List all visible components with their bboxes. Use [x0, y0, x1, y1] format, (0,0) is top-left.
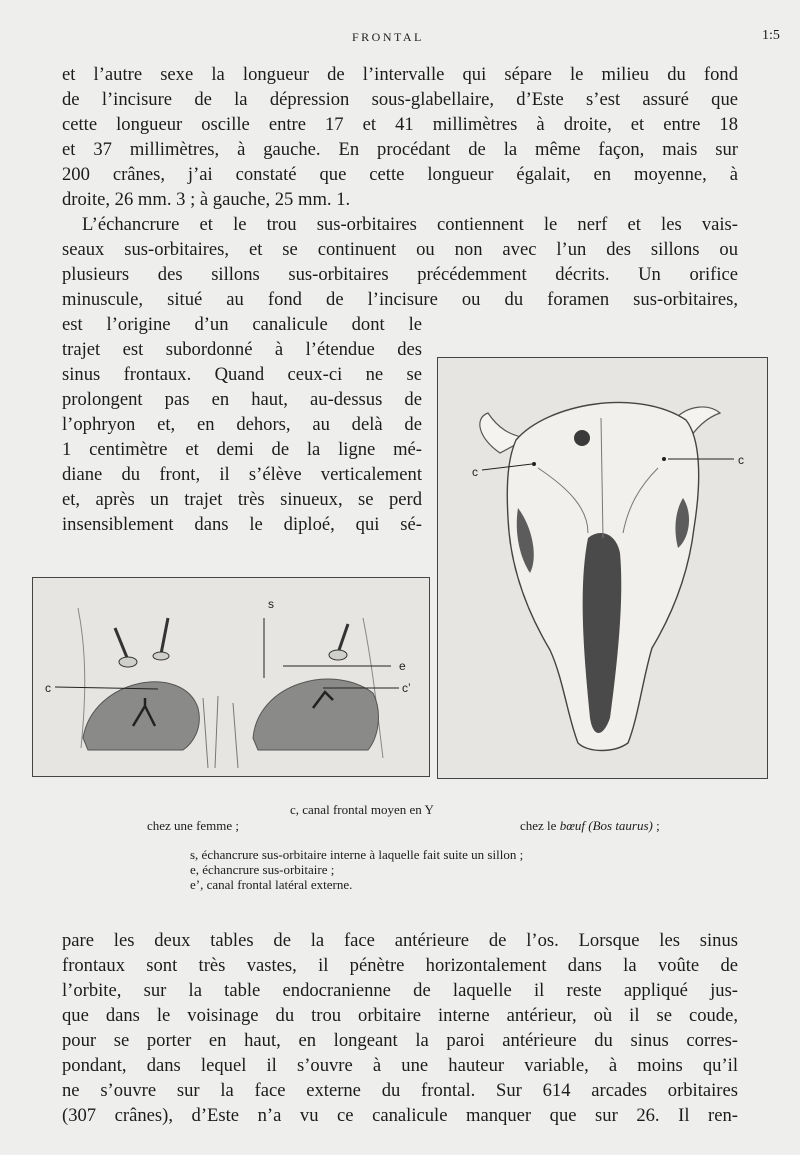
caption-left: chez une femme ; — [147, 818, 240, 833]
text-line: minuscule, situé au fond de l’incisure ou du foramen sus-orbitaires, — [62, 289, 738, 310]
caption-right — [520, 818, 660, 834]
figure-ox-skull — [437, 357, 768, 779]
caption-right-suffix: ; — [652, 818, 660, 833]
text-line: plusieurs des sillons sus-orbitaires précédemment décrits. Un orifice — [62, 264, 738, 285]
text-line: que dans le voisinage du trou orbitaire interne antérieur, où il se coude, — [62, 1005, 738, 1026]
text-line: L’échancrure et le trou sus-orbitaires contiennent le nerf et les vais- — [82, 214, 738, 235]
text-line: diane du front, il s’élève verticalement — [62, 464, 422, 485]
text-line: et, après un trajet très sinueux, se perd — [62, 489, 422, 510]
text-line: prolongent pas en haut, au-dessus de — [62, 389, 422, 410]
text-line: est l’origine d’un canalicule dont le — [62, 314, 422, 335]
woman-frontal-illustration — [33, 578, 429, 776]
text-line: l’orbite, sur la table endocranienne de laquelle il reste appliqué jus- — [62, 980, 738, 1001]
figure-woman-label-s: s — [268, 597, 274, 611]
text-line: seaux sus-orbitaires, et se continuent ou non avec l’un des sillons ou — [62, 239, 738, 260]
text-line: pour se porter en haut, en longeant la paroi antérieure du sinus corres- — [62, 1030, 738, 1051]
text-line: (307 crânes), d’Este n’a vu ce canalicule manquer que sur 26. Il ren- — [62, 1105, 738, 1126]
text-line: ne s’ouvre sur la face externe du frontal. Sur 614 arcades orbitaires — [62, 1080, 738, 1101]
page-number: 1:5 — [762, 28, 780, 43]
text-line: cette longueur oscille entre 17 et 41 millimètres à droite, et entre 18 — [62, 114, 738, 135]
figure-ox-label-c-right: c — [738, 453, 744, 467]
text-line: et 37 millimètres, à gauche. En procédant de la même façon, mais sur — [62, 139, 738, 160]
text-line: trajet est subordonné à l’étendue des — [62, 339, 422, 360]
figure-woman-label-e: e — [399, 659, 406, 673]
text-line: l’ophryon et, en dehors, au delà de — [62, 414, 422, 435]
text-line: insensiblement dans le diploé, qui sé- — [62, 514, 422, 535]
paragraph-narrow — [62, 312, 422, 537]
text-line: frontaux sont très vastes, il pénètre horizontalement dans la voûte de — [62, 955, 738, 976]
figure-woman-frontal — [32, 577, 430, 777]
page-header — [0, 28, 800, 48]
text-line: 1 centimètre et demi de la ligne mé- — [62, 439, 422, 460]
ox-skull-illustration — [438, 358, 767, 778]
caption-common: c, canal frontal moyen en Y — [290, 802, 434, 817]
legend-item: e’, canal frontal latéral externe. — [190, 877, 353, 892]
figure-woman-label-c-prime: c’ — [402, 681, 411, 695]
text-line: sinus frontaux. Quand ceux-ci ne se — [62, 364, 422, 385]
text-line: droite, 26 mm. 3 ; à gauche, 25 mm. 1. — [62, 189, 351, 210]
legend-item: s, échancrure sus-orbitaire interne à laquelle fait suite un sillon ; — [190, 847, 524, 862]
text-line: et l’autre sexe la longueur de l’intervalle qui sépare le milieu du fond — [62, 64, 738, 85]
text-line: pondant, dans lequel il s’ouvre à une hauteur variable, à moins qu’il — [62, 1055, 738, 1076]
caption-right-species: bœuf (Bos taurus) — [559, 818, 653, 833]
paragraph-bottom — [62, 928, 738, 1128]
text-line: 200 crânes, j’ai constaté que cette longueur égalait, en moyenne, à — [62, 164, 738, 185]
figure-legend — [190, 847, 523, 892]
paragraph-top — [62, 62, 738, 212]
legend-item: e, échancrure sus-orbitaire ; — [190, 862, 335, 877]
text-line: pare les deux tables de la face antérieure de l’os. Lorsque les sinus — [62, 930, 738, 951]
paragraph-second — [62, 212, 738, 312]
caption-right-prefix: chez le — [520, 818, 560, 833]
figure-ox-label-c-left: c — [472, 465, 478, 479]
running-title: FRONTAL — [352, 30, 424, 44]
figure-woman-label-c: c — [45, 681, 51, 695]
text-line: de l’incisure de la dépression sous-glabellaire, d’Este s’est assuré que — [62, 89, 738, 110]
